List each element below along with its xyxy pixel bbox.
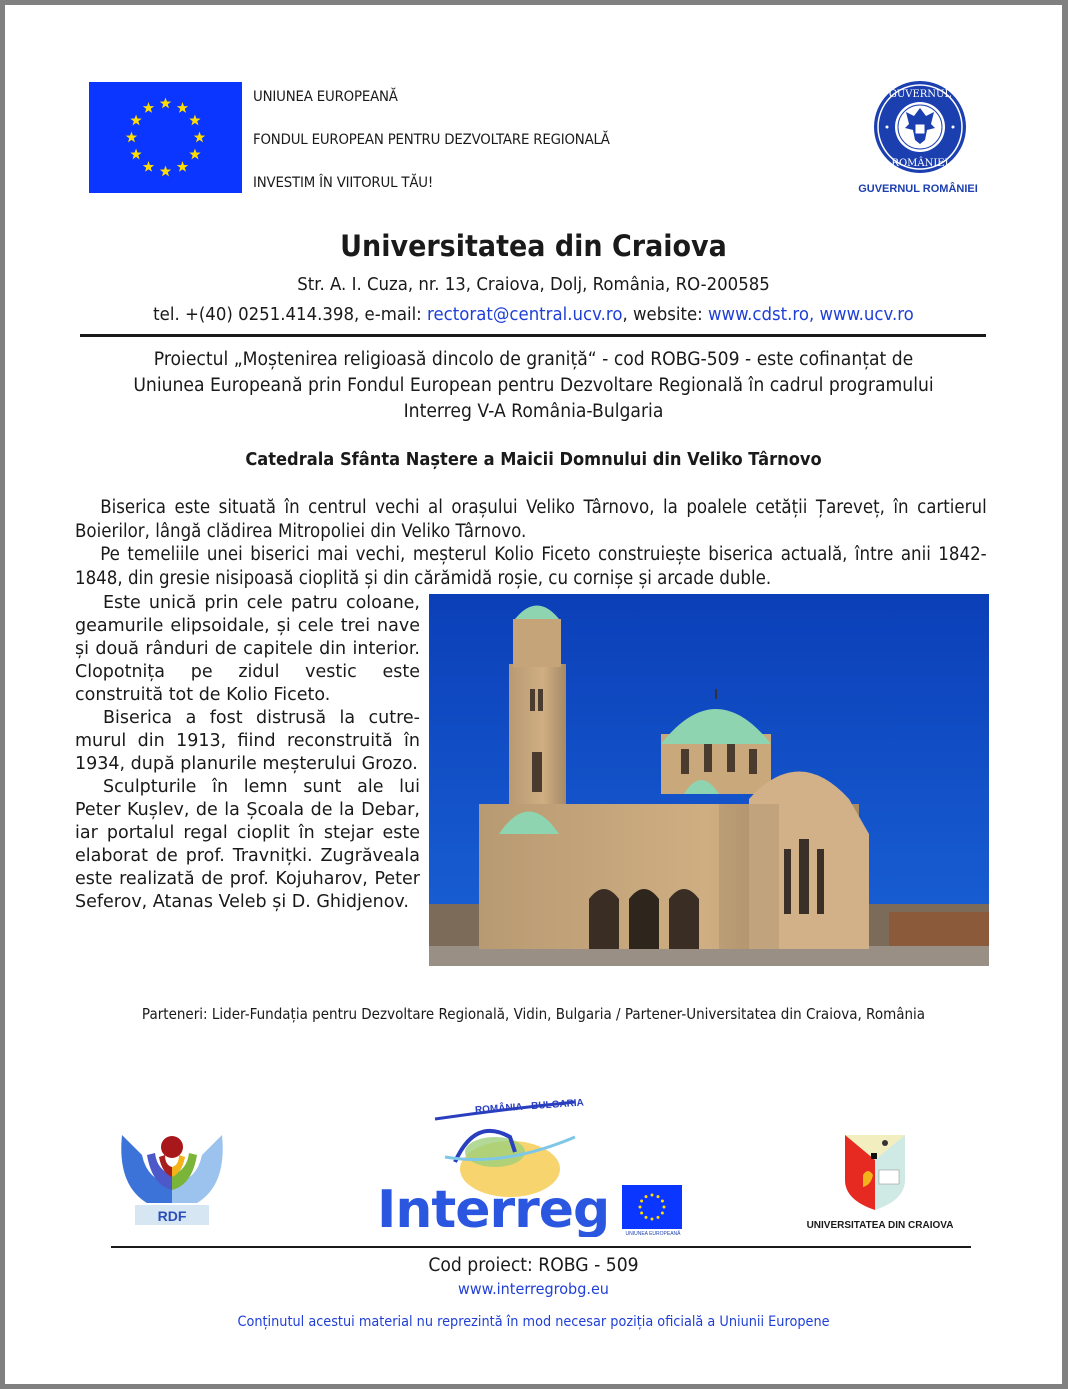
- cathedral-photo: [429, 594, 989, 966]
- university-crest-logo: [845, 1135, 905, 1210]
- gov-seal-top-text: GUVERNUL: [888, 89, 952, 100]
- project-line-1: Proiectul „Moștenirea religioasă dincolo de graniță“ - cod ROBG-509 - este cofinanțat de: [153, 349, 914, 370]
- eu-disclaimer: Conținutul acestui material nu reprezintă în mod necesar poziția oficială a Uniunii Europene: [237, 1314, 830, 1330]
- article-column: [75, 592, 420, 914]
- university-contact: [47, 304, 1019, 325]
- footer-divider: [111, 1246, 971, 1248]
- eu-line-3: INVESTIM ÎN VIITORUL TĂU!: [253, 175, 434, 191]
- email-link[interactable]: rectorat@central.ucv.ro: [427, 304, 623, 325]
- website-links[interactable]: www.cdst.ro, www.ucv.ro: [707, 304, 914, 325]
- university-title: Universitatea din Craiova: [340, 229, 727, 263]
- project-statement: [42, 347, 1025, 425]
- article-paragraph-2: Pe temeliile unei biserici mai vechi, meșterul Kolio Ficeto construiește biserica actuală, între anii 1842-1848, din gresie nisipoasă cioplită și din cărămidă roșie, cu cornișe și arcade duble.: [75, 544, 987, 589]
- university-address: Str. A. I. Cuza, nr. 13, Craiova, Dolj, România, RO-200585: [297, 274, 770, 295]
- gov-label: GUVERNUL ROMÂNIEI: [858, 183, 978, 195]
- eu-mini-flag: [622, 1185, 682, 1229]
- article-paragraph-1: Biserica este situată în centrul vechi al orașului Veliko Târnovo, la poalele cetății Țareveț, în cartierul Boierilor, lângă clădirea Mitropoliei din Veliko Târnovo.: [75, 497, 987, 542]
- article-paragraph-3: Este unică prin cele patru coloane, geamurile elipsoidale, și cele trei nave și două rânduri de capitele din interior. Clopotnița pe zidul vestic este construită tot de Kolio Ficeto.: [75, 593, 420, 705]
- partners-text: Parteneri: Lider-Fundația pentru Dezvoltare Regională, Vidin, Bulgaria / Partener-Universitatea din Craiova, România: [141, 1005, 926, 1023]
- gov-seal-bottom-text: ROMÂNIEI: [891, 158, 949, 169]
- eu-flag-logo: [89, 82, 242, 193]
- project-code: Cod proiect: ROBG - 509: [428, 1255, 639, 1276]
- ucv-label: UNIVERSITATEA DIN CRAIOVA: [806, 1220, 954, 1231]
- website-label: , website:: [622, 304, 708, 325]
- government-seal-logo: [873, 80, 967, 174]
- tel-text: tel. +(40) 0251.414.398, e-mail:: [153, 304, 428, 325]
- project-website-link[interactable]: www.interregrobg.eu: [458, 1280, 609, 1298]
- project-line-3: Interreg V-A România-Bulgaria: [403, 401, 664, 422]
- eu-mini-label: UNIUNEA EUROPEANĂ: [625, 1231, 681, 1237]
- eu-line-2: FONDUL EUROPEAN PENTRU DEZVOLTARE REGIONALĂ: [253, 132, 610, 148]
- article-title: Catedrala Sfânta Naștere a Maicii Domnului din Veliko Târnovo: [245, 450, 822, 470]
- article-paragraph-4: Biserica a fost distrusă la cutremurul din 1913, fiind reconstruită în 1934, după planurile meșterului Grozo.: [75, 708, 420, 774]
- interreg-logo: [375, 1097, 615, 1237]
- rdf-label: RDF: [157, 1208, 187, 1224]
- header-divider: [80, 334, 986, 337]
- article-paragraph-5: Sculpturile în lemn sunt ale lui Peter Kușlev, de la Școala de la Debar, iar portalul regal cioplit în stejar este elaborat de prof. Travnițki. Zugrăveala este realizată de prof. Kojuharov, Peter Seferov, Atanas Veleb și D. Ghidjenov.: [75, 777, 420, 912]
- eu-line-1: UNIUNEA EUROPEANĂ: [253, 89, 398, 105]
- rdf-logo: [117, 1125, 227, 1235]
- document-page: [5, 5, 1062, 1384]
- interreg-wordmark: Interreg: [377, 1180, 610, 1237]
- project-line-2: Uniunea Europeană prin Fondul European pentru Dezvoltare Regională în cadrul programului: [133, 375, 934, 396]
- interreg-arc-text: ROMÂNIA - BULGARIA: [474, 1097, 585, 1117]
